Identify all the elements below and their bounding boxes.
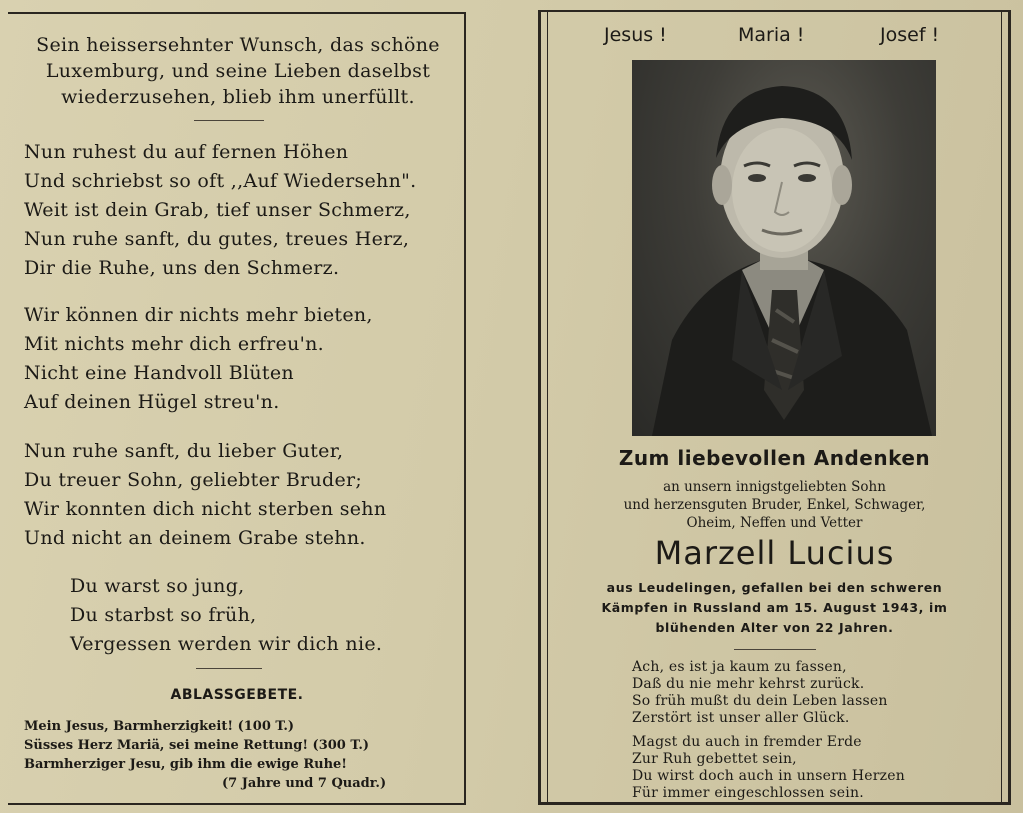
intro-line: Luxemburg, und seine Lieben daselbst: [45, 60, 431, 82]
left-page: [8, 12, 466, 805]
right-page: [538, 10, 1011, 805]
name-josef: Josef !: [880, 24, 940, 46]
verse-line: Für immer eingeschlossen sein.: [632, 785, 864, 801]
verse-line: Vergessen werden wir dich nie.: [70, 633, 383, 655]
verse-line: Ach, es ist ja kaum zu fassen,: [632, 659, 847, 675]
verse-line: Magst du auch in fremder Erde: [632, 734, 862, 750]
divider: [194, 120, 264, 121]
heading: Zum liebevollen Andenken: [618, 446, 931, 470]
verse-line: Daß du nie mehr kehrst zurück.: [632, 676, 865, 692]
sub-line: und herzensguten Bruder, Enkel, Schwager,: [623, 497, 926, 513]
portrait-illustration: [632, 60, 936, 436]
intro-line: wiederzusehen, blieb ihm unerfüllt.: [61, 86, 415, 108]
divider: [196, 668, 262, 669]
prayer-line: Mein Jesus, Barmherzigkeit! (100 T.): [24, 719, 295, 734]
verse-line: Du starbst so früh,: [70, 604, 257, 626]
stanza-2: [24, 301, 373, 417]
verse-line: Zur Ruh gebettet sein,: [632, 751, 797, 767]
portrait-photo: [632, 60, 936, 436]
name-maria: Maria !: [738, 24, 805, 46]
detail-line: aus Leudelingen, gefallen bei den schweren: [606, 580, 943, 595]
death-details: [548, 578, 1001, 638]
verse-line: Nun ruhe sanft, du lieber Guter,: [24, 440, 344, 462]
closing-poem-2: [632, 734, 905, 802]
ablass-title: ABLASSGEBETE.: [170, 687, 304, 703]
verse-line: Nun ruhe sanft, du gutes, treues Herz,: [24, 228, 410, 250]
deceased-name: Marzell Lucius: [654, 534, 895, 572]
detail-line: Kämpfen in Russland am 15. August 1943, im: [601, 600, 948, 615]
prayer-line: (7 Jahre und 7 Quadr.): [222, 776, 387, 791]
verse-line: Wir konnten dich nicht sterben sehn: [24, 498, 387, 520]
closing-poem-1: [632, 659, 888, 727]
verse-line: Wir können dir nichts mehr bieten,: [24, 304, 373, 326]
prayer-line: Süsses Herz Mariä, sei meine Rettung! (300 T.): [24, 738, 370, 753]
detail-line: blühenden Alter von 22 Jahren.: [655, 620, 894, 635]
intro-text: [18, 32, 458, 110]
verse-line: Nun ruhest du auf fernen Höhen: [24, 141, 349, 163]
verse-line: Weit ist dein Grab, tief unser Schmerz,: [24, 199, 411, 221]
verse-line: Mit nichts mehr dich erfreu'n.: [24, 333, 325, 355]
verse-line: Zerstört ist unser aller Glück.: [632, 710, 850, 726]
intro-line: Sein heissersehnter Wunsch, das schöne: [36, 34, 440, 56]
verse-line: Und nicht an deinem Grabe stehn.: [24, 527, 366, 549]
verse-line: Du wirst doch auch in unsern Herzen: [632, 768, 905, 784]
verse-line: Nicht eine Handvoll Blüten: [24, 362, 294, 384]
stanza-4: [70, 572, 382, 659]
verse-line: Du treuer Sohn, geliebter Bruder;: [24, 469, 363, 491]
inner-frame: [547, 12, 1002, 802]
relationship-text: [548, 478, 1001, 532]
verse-line: Du warst so jung,: [70, 575, 245, 597]
name-jesus: Jesus !: [604, 24, 667, 46]
verse-line: Und schriebst so oft ,,Auf Wiedersehn".: [24, 170, 417, 192]
sub-line: Oheim, Neffen und Vetter: [686, 515, 863, 531]
divider: [734, 649, 816, 650]
prayer-line: Barmherziger Jesu, gib ihm die ewige Ruhe!: [24, 757, 348, 772]
verse-line: So früh mußt du dein Leben lassen: [632, 693, 888, 709]
verse-line: Auf deinen Hügel streu'n.: [24, 391, 280, 413]
prayers: [24, 717, 386, 793]
sub-line: an unsern innigstgeliebten Sohn: [663, 479, 886, 495]
verse-line: Dir die Ruhe, uns den Schmerz.: [24, 257, 340, 279]
stanza-3: [24, 437, 386, 553]
stanza-1: [24, 138, 417, 283]
